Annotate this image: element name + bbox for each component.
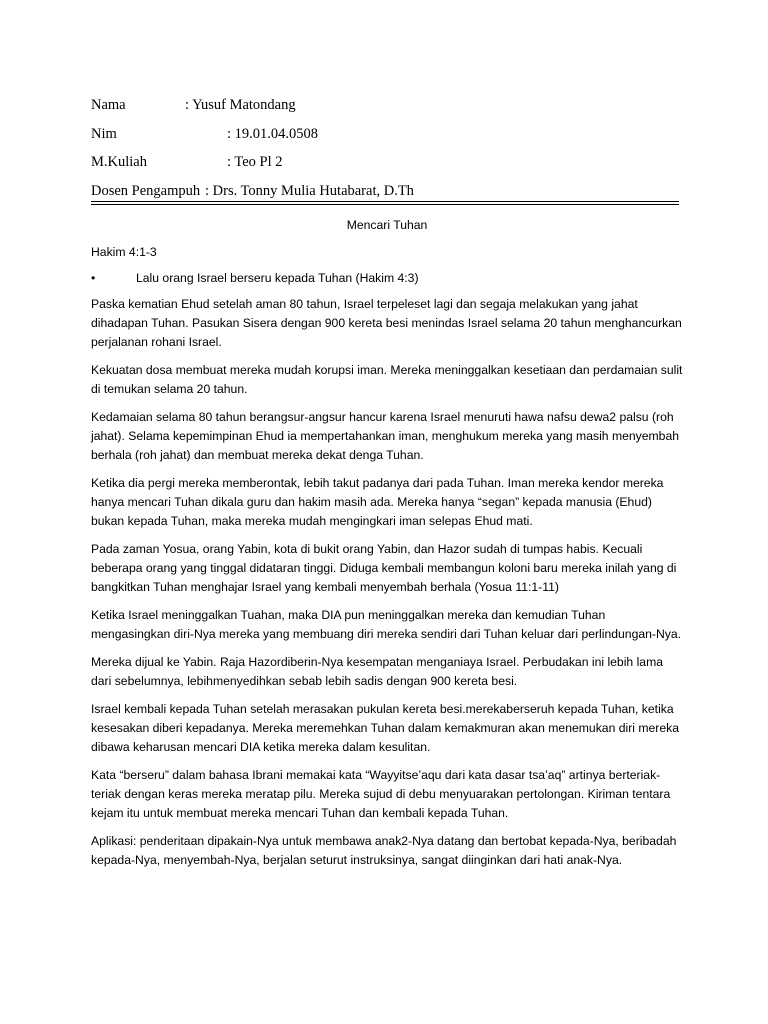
paragraph-3: Kedamaian selama 80 tahun berangsur-angsur hancur karena Israel menuruti hawa nafsu dewa2 palsu (roh jahat). Selama kepemimpinan Ehud ia mempertahankan iman, menghukum mereka yang masih menyembah berhala (roh jahat) dan membuat mereka dekat denga Tuhan. bbox=[91, 410, 680, 462]
kuliah-value: : Teo Pl 2 bbox=[227, 154, 283, 171]
paragraph-8: Israel kembali kepada Tuhan setelah merasakan pukulan kereta besi.merekaberseruh kepada Tuhan, ketika kesesakan diberi kepadanya. Mereka meremehkan Tuhan dalam kemakmuran akan menemukan diri mereka dibawa keharusan mencari DIA ketika mereka dalam kesulitan. bbox=[91, 702, 680, 754]
paragraph-9: Kata “berseru” dalam bahasa Ibrani memakai kata “Wayyitse’aqu dari kata dasar tsa’aq” artinya berteriak-teriak dengan keras mereka meratap pilu. Mereka sujud di debu menyuarakan pertolongan. Kiriman tentara kejam itu untuk membuat mereka mencari Tuhan dan kembali kepada Tuhan. bbox=[91, 768, 671, 820]
paragraph-10: Aplikasi: penderitaan dipakain-Nya untuk membawa anak2-Nya datang dan bertobat kepada-Nya, beribadah kepada-Nya, menyembah-Nya, berjalan seturut instruksinya, sangat diinginkan dari hati anak-Nya. bbox=[91, 834, 677, 867]
document-body bbox=[91, 212, 683, 879]
paragraph-4: Ketika dia pergi mereka memberontak, lebih takut padanya dari pada Tuhan. Iman mereka kendor mereka hanya mencari Tuhan dikala guru dan hakim masih ada. Mereka hanya “segan” kepada manusia (Ehud) bukan kepada Tuhan, maka mereka mudah mengingkari iman selepas Ehud mati. bbox=[91, 476, 664, 528]
dosen-label: Dosen Pengampuh bbox=[91, 182, 201, 199]
kuliah-row bbox=[91, 148, 679, 177]
header-divider-top bbox=[91, 201, 679, 202]
nim-row bbox=[91, 120, 679, 149]
student-info-header bbox=[91, 91, 679, 205]
bullet-point bbox=[91, 269, 683, 288]
nama-label: Nama bbox=[91, 97, 126, 113]
nama-row bbox=[91, 91, 679, 120]
document-title: Mencari Tuhan bbox=[346, 218, 428, 232]
nim-value: : 19.01.04.0508 bbox=[227, 125, 319, 142]
paragraph-2: Kekuatan dosa membuat mereka mudah korupsi iman. Mereka meninggalkan kesetiaan dan perdamaian sulit di temukan selama 20 tahun. bbox=[91, 363, 683, 396]
paragraph-6: Ketika Israel meninggalkan Tuahan, maka DIA pun meninggalkan mereka dan kemudian Tuhan mengasingkan diri-Nya mereka yang membuang diri mereka sendiri dari Tuhan keluar dari perlindungan-Nya. bbox=[91, 608, 682, 641]
nama-value: : Yusuf Matondang bbox=[185, 97, 296, 113]
kuliah-label: M.Kuliah bbox=[91, 154, 147, 171]
paragraph-5: Pada zaman Yosua, orang Yabin, kota di bukit orang Yabin, dan Hazor sudah di tumpas habis. Kecuali beberapa orang yang tinggal didataran tinggi. Diduga kembali membangun koloni baru mereka inilah yang di bangkitkan Tuhan menghajar Israel yang kembali menyembah berhala (Yosua 11:1-11) bbox=[91, 542, 677, 594]
bullet-icon: • bbox=[91, 271, 96, 285]
scripture-reference: Hakim 4:1-3 bbox=[91, 245, 157, 259]
paragraph-1: Paska kematian Ehud setelah aman 80 tahun, Israel terpeleset lagi dan segaja melakukan yang jahat dihadapan Tuhan. Pasukan Sisera dengan 900 kereta besi menindas Israel selama 20 tahun menghancurkan perjalanan rohani Israel. bbox=[91, 297, 682, 349]
nim-label: Nim bbox=[91, 125, 117, 142]
paragraph-7: Mereka dijual ke Yabin. Raja Hazordiberin-Nya kesempatan menganiaya Israel. Perbudakan ini lebih lama dari sebelumnya, lebihmenyedihkan sebab lebih sadis dengan 900 kereta besi. bbox=[91, 655, 663, 688]
dosen-value: : Drs. Tonny Mulia Hutabarat, D.Th bbox=[205, 182, 414, 199]
bullet-text: Lalu orang Israel berseru kepada Tuhan (Hakim 4:3) bbox=[136, 271, 419, 285]
header-divider-bottom bbox=[91, 204, 679, 205]
